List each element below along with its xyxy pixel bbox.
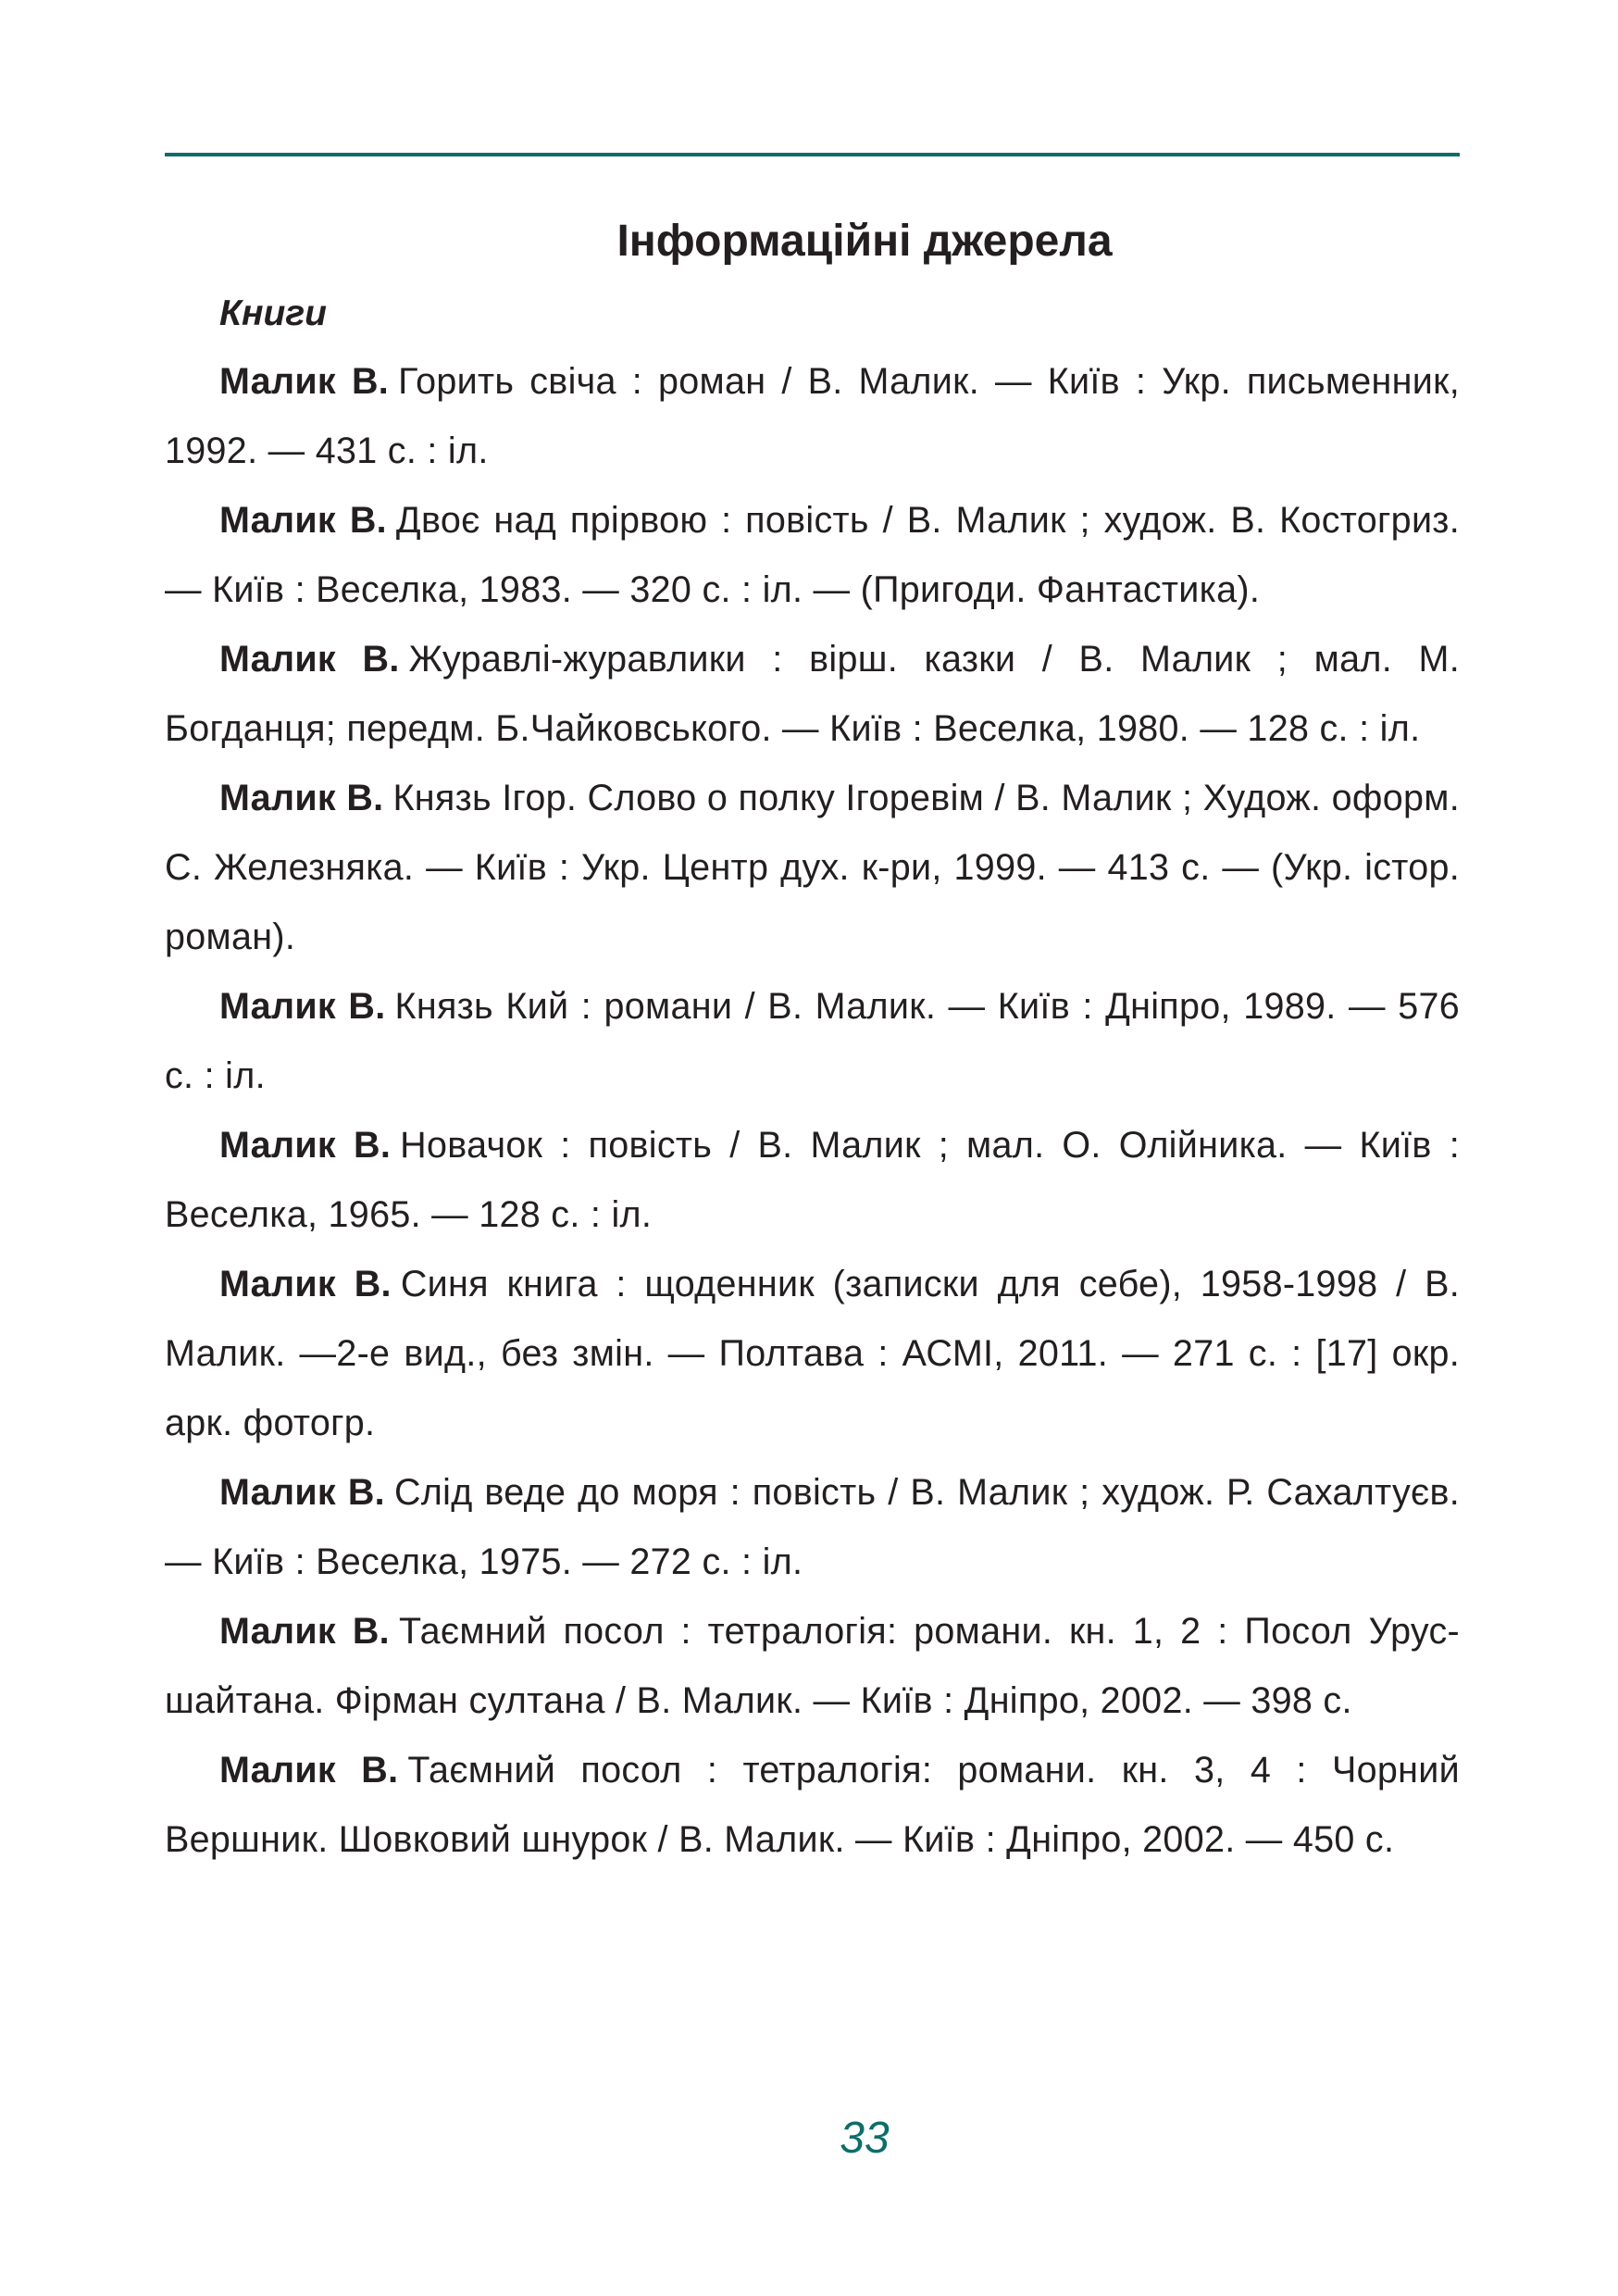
entry-author: Малик В. <box>219 1750 399 1791</box>
entry-text: Таємний посол : тетралогія: романи. кн. 1, 2 : Посол Урус-шайтана. Фірман султана / В. Малик. — Київ : Дніпро, 2002. — 398 с. <box>165 1611 1460 1721</box>
bibliography-entry <box>165 625 1460 764</box>
entry-text: Горить свіча : роман / В. Малик. — Київ : Укр. письменник, 1992. — 431 с. : іл. <box>165 361 1461 471</box>
bibliography-entry <box>165 347 1460 486</box>
bibliography-entry <box>165 486 1460 625</box>
bibliography-entry <box>165 1736 1460 1875</box>
section-heading-books: Книги <box>219 293 327 333</box>
entry-text: Новачок : повість / В. Малик ; мал. О. Олійника. — Київ : Веселка, 1965. — 128 с. : іл. <box>165 1125 1460 1235</box>
entry-author: Малик В. <box>219 986 386 1027</box>
bibliography-entry <box>165 1250 1460 1458</box>
bibliography-entry <box>165 1111 1460 1250</box>
entry-author: Малик В. <box>219 1264 392 1304</box>
bibliography-entry <box>165 1458 1460 1597</box>
bibliography-list <box>165 347 1460 1875</box>
entry-text: Князь Ігор. Слово о полку Ігоревім / В. Малик ; Худож. оформ. С. Железняка. — Київ : Укр. Центр дух. к-ри, 1999. — 413 с. — (Укр. істор. роман). <box>165 778 1460 957</box>
entry-text: Журавлі-журавлики : вірш. казки / В. Малик ; мал. М. Богданця; передм. Б.Чайковського. — Київ : Веселка, 1980. — 128 с. : іл. <box>165 639 1460 749</box>
entry-text: Таємний посол : тетралогія: романи. кн. 3, 4 : Чорний Вершник. Шовковий шнурок / В. Малик. — Київ : Дніпро, 2002. — 450 с. <box>165 1750 1460 1860</box>
entry-author: Малик В. <box>219 361 390 402</box>
entry-author: Малик В. <box>219 500 387 541</box>
entry-author: Малик В. <box>219 778 384 818</box>
page-number: 33 <box>840 2114 890 2163</box>
top-divider-rule <box>165 153 1460 156</box>
entry-text: Слід веде до моря : повість / В. Малик ; худож. Р. Сахалтуєв. — Київ : Веселка, 1975. — 272 с. : іл. <box>165 1472 1461 1582</box>
entry-text: Двоє над прірвою : повість / В. Малик ; худож. В. Костогриз. — Київ : Веселка, 1983. — 320 с. : іл. — (Пригоди. Фантастика). <box>165 500 1460 610</box>
entry-author: Малик В. <box>219 639 400 680</box>
bibliography-entry <box>165 764 1460 972</box>
entry-text: Князь Кий : романи / В. Малик. — Київ : Дніпро, 1989. — 576 с. : іл. <box>165 986 1460 1096</box>
entry-author: Малик В. <box>219 1472 385 1513</box>
page-title: Інформаційні джерела <box>616 217 1113 266</box>
entry-author: Малик В. <box>219 1611 390 1652</box>
bibliography-entry <box>165 1597 1460 1736</box>
entry-text: Синя книга : щоденник (записки для себе), 1958-1998 / В. Малик. —2-е вид., без змін. — Полтава : АСМІ, 2011. — 271 с. : [17] окр. арк. фотогр. <box>165 1264 1460 1443</box>
entry-author: Малик В. <box>219 1125 392 1166</box>
bibliography-entry <box>165 972 1460 1111</box>
